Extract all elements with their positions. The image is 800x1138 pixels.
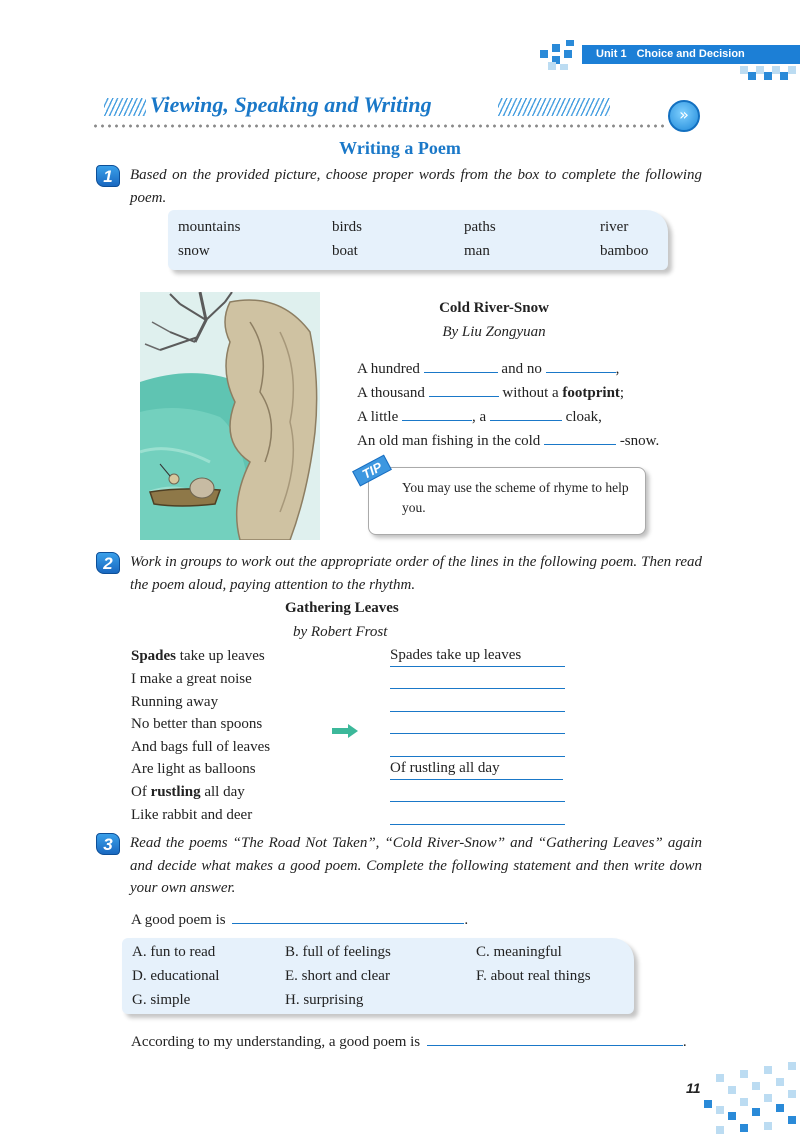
scrambled-line: No better than spoons <box>131 716 263 732</box>
poem-text: -snow. <box>619 433 660 449</box>
unit-number: Unit 1 <box>596 48 627 60</box>
scrambled-bold-word: rustling <box>150 784 201 800</box>
word-item: paths <box>464 219 496 235</box>
arrow-right-icon <box>332 724 358 738</box>
answer-blank[interactable] <box>544 431 616 445</box>
option-h[interactable]: H. surprising <box>285 992 364 1008</box>
poem-line-2 <box>357 383 624 402</box>
scrambled-line: Are light as balloons <box>131 761 256 777</box>
scrambled-line: Running away <box>131 694 219 710</box>
word-item: river <box>600 219 629 235</box>
answer-line[interactable] <box>390 805 565 825</box>
chevron-down-icon[interactable]: » <box>668 100 700 132</box>
final-statement-line <box>131 1032 687 1051</box>
poem-author: By Liu Zongyuan <box>442 324 546 340</box>
option-c[interactable]: C. meaningful <box>476 944 562 960</box>
poem-text: , <box>615 361 620 377</box>
scrambled-line: Like rabbit and deer <box>131 807 253 823</box>
word-item: birds <box>332 219 362 235</box>
scrambled-text: all day <box>200 784 245 800</box>
scrambled-bold-word: Spades <box>131 648 177 664</box>
word-item: bamboo <box>600 243 649 259</box>
unit-header <box>582 45 800 64</box>
tip-label: TIP <box>352 454 392 486</box>
answer-blank[interactable] <box>427 1032 683 1046</box>
poem-line-1 <box>357 359 619 378</box>
poem-text: and no <box>501 361 542 377</box>
answer-blank[interactable] <box>546 359 616 373</box>
section-title: Viewing, Speaking and Writing <box>150 92 432 117</box>
poem-bold-word: footprint <box>562 385 620 401</box>
scrambled-line: I make a great noise <box>131 671 252 687</box>
word-item: boat <box>332 243 358 259</box>
poem-author: by Robert Frost <box>293 624 388 640</box>
exercise-3-instruction: Read the poems “The Road Not Taken”, “Cold River-Snow” and “Gathering Leaves” again and decide what makes a good poem. Complete the following statement and then write down your own answer. <box>130 835 702 896</box>
poem-text: ; <box>619 385 625 401</box>
answer-blank[interactable] <box>402 407 472 421</box>
poem-text: , a <box>472 409 487 425</box>
scrambled-text: Of <box>131 784 151 800</box>
exercise-2-instruction: Work in groups to work out the appropriate order of the lines in the following poem. Then read the poem aloud, paying attention to the rhythm. <box>130 554 702 593</box>
poem-text: cloak, <box>565 409 602 425</box>
option-e[interactable]: E. short and clear <box>285 968 390 984</box>
exercise-1-instruction: Based on the provided picture, choose proper words from the box to complete the following poem. <box>130 167 702 206</box>
answer-line[interactable] <box>390 692 565 712</box>
answer-blank[interactable] <box>424 359 498 373</box>
option-d[interactable]: D. educational <box>132 968 220 984</box>
answer-blank[interactable] <box>490 407 562 421</box>
answer-line[interactable] <box>390 782 565 802</box>
statement-line <box>131 910 468 929</box>
option-g[interactable]: G. simple <box>132 992 191 1008</box>
fisherman-illustration <box>140 292 320 540</box>
options-box <box>122 938 634 1014</box>
title-hatch-left <box>104 98 146 116</box>
exercise-number-1: 1 <box>96 165 120 187</box>
word-item: snow <box>178 243 210 259</box>
word-item: man <box>464 243 490 259</box>
scrambled-line <box>131 784 245 801</box>
tip-text: You may use the scheme of rhyme to help you. <box>402 480 629 515</box>
poem-text: A hundred <box>357 361 420 377</box>
poem-line-4 <box>357 431 659 450</box>
poem-title: Gathering Leaves <box>285 600 399 616</box>
unit-title: Choice and Decision <box>636 48 745 60</box>
answer-line[interactable]: Of rustling all day <box>390 760 563 780</box>
poem-text: A little <box>357 409 399 425</box>
exercise-number-3: 3 <box>96 833 120 855</box>
answer-line[interactable] <box>390 714 565 734</box>
scrambled-text: take up leaves <box>176 648 265 664</box>
title-hatch-right <box>498 98 610 116</box>
word-box <box>168 210 668 270</box>
option-a[interactable]: A. fun to read <box>132 944 216 960</box>
answer-blank[interactable] <box>429 383 499 397</box>
poem-text: without a <box>502 385 559 401</box>
option-f[interactable]: F. about real things <box>476 968 591 984</box>
scrambled-line <box>131 648 265 665</box>
answer-blank[interactable] <box>232 910 464 924</box>
answer-line[interactable] <box>390 737 565 757</box>
answer-line[interactable] <box>390 669 565 689</box>
word-item: mountains <box>178 219 241 235</box>
poem-line-3 <box>357 407 602 426</box>
exercise-number-2: 2 <box>96 552 120 574</box>
poem-text: A thousand <box>357 385 425 401</box>
option-b[interactable]: B. full of feelings <box>285 944 391 960</box>
poem-title: Cold River-Snow <box>439 300 549 316</box>
final-statement-end: . <box>682 1034 687 1050</box>
statement-end: . <box>464 912 469 928</box>
final-statement-text: According to my understanding, a good poem is <box>131 1034 421 1050</box>
dotted-divider <box>92 124 667 128</box>
answer-line[interactable]: Spades take up leaves <box>390 647 565 667</box>
subsection-title: Writing a Poem <box>339 138 461 158</box>
statement-text: A good poem is <box>131 912 226 928</box>
poem-text: An old man fishing in the cold <box>357 433 541 449</box>
scrambled-line: And bags full of leaves <box>131 739 271 755</box>
page-number: 11 <box>686 1080 701 1096</box>
